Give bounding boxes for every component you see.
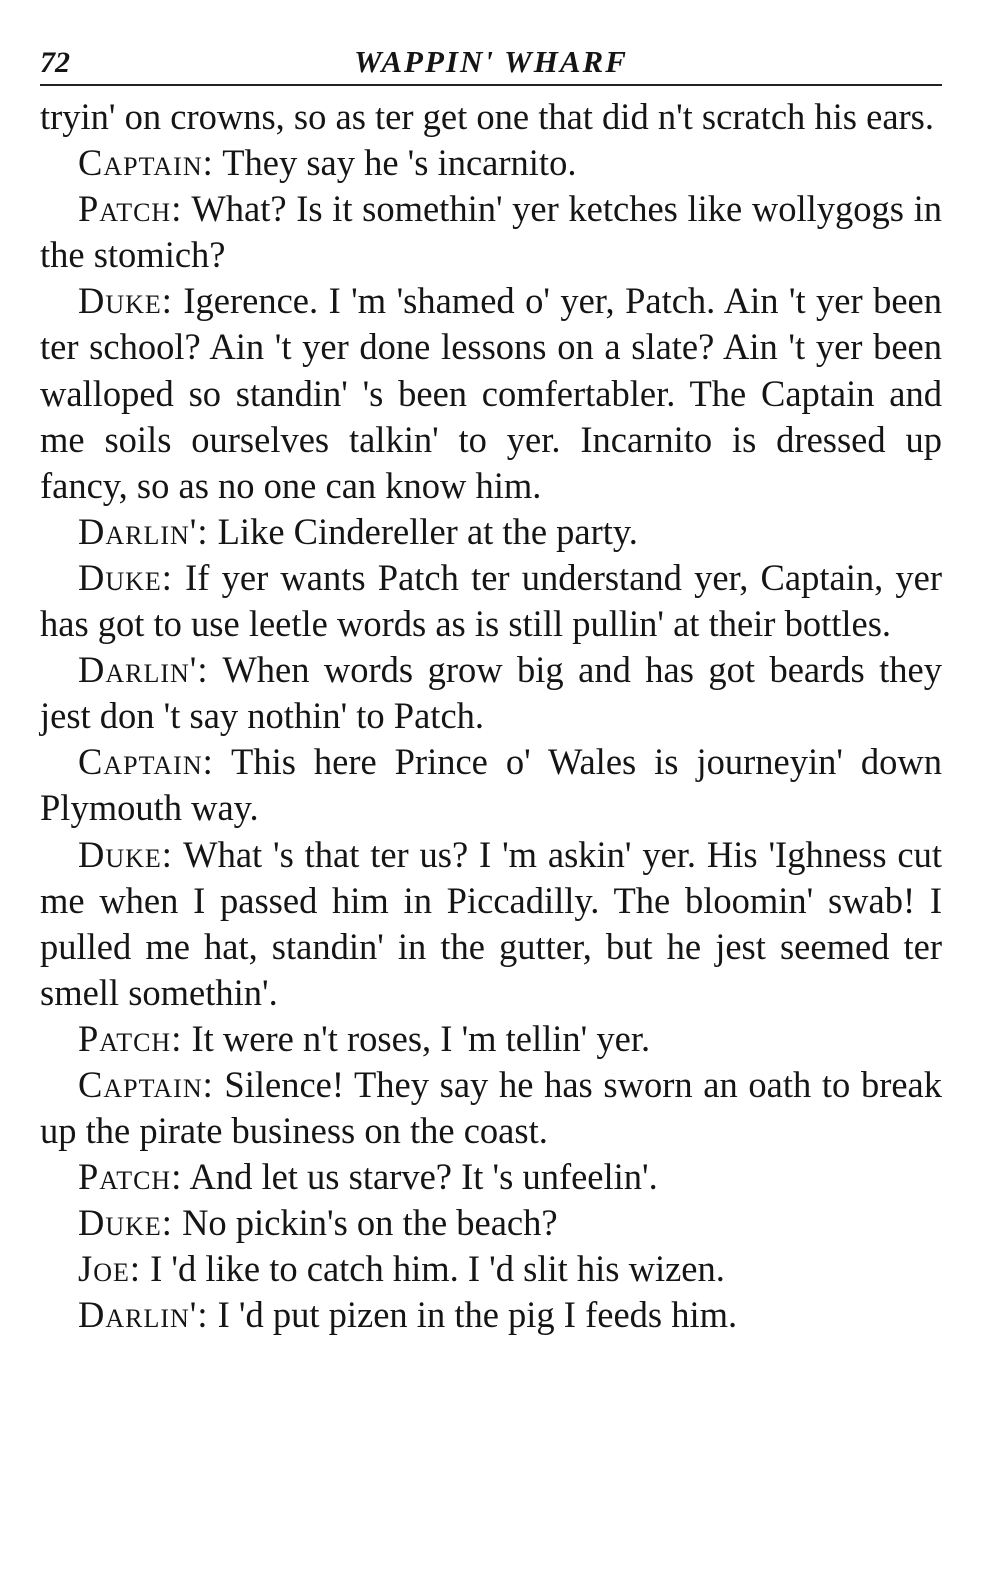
dialogue-line <box>40 186 942 278</box>
speech-text: This here Prince o' Wales is journeyin' down Plymouth way. <box>40 741 942 829</box>
page-number: 72 <box>40 46 70 79</box>
speaker-name: Duke: <box>78 556 173 598</box>
running-header <box>40 40 942 86</box>
speech-text: When words grow big and has got beards they jest don 't say nothin' to Patch. <box>40 649 943 737</box>
dialogue-line <box>40 1154 942 1200</box>
dialogue-line <box>40 278 942 508</box>
speaker-name: Darlin': <box>78 510 209 552</box>
dialogue-line <box>40 739 942 831</box>
speaker-name: Patch: <box>78 1156 183 1198</box>
speech-text: Silence! They say he has sworn an oath to break up the pirate business on the coast. <box>40 1063 943 1152</box>
dialogue-line <box>40 1246 942 1292</box>
speaker-name: Captain: <box>78 142 214 184</box>
speech-text: Like Cindereller at the party. <box>217 510 638 552</box>
speaker-name: Duke: <box>78 1202 173 1244</box>
speaker-name: Captain: <box>78 1063 214 1105</box>
speaker-name: Duke: <box>78 280 173 322</box>
dialogue-line <box>40 1200 942 1246</box>
speech-text: I 'd like to catch him. I 'd slit his wizen. <box>150 1248 725 1290</box>
continued-paragraph <box>40 94 942 140</box>
running-title: WAPPIN' WHARF <box>354 44 628 79</box>
speaker-name: Darlin': <box>78 1294 209 1336</box>
speaker-name: Darlin': <box>78 649 209 691</box>
dialogue-line <box>40 140 942 186</box>
speech-text: Igerence. I 'm 'shamed o' yer, Patch. Ain 't yer been ter school? Ain 't yer done lessons on a slate? Ain 't yer been walloped so standin' 's been comfertabler. The Captain and me soils ourselves talkin' to yer. Incarnito is dressed up fancy, so as no one can know him. <box>40 280 943 506</box>
speech-text: tryin' on crowns, so as ter get one that did n't scratch his ears. <box>40 96 935 137</box>
dialogue-line <box>40 555 942 647</box>
speaker-name: Joe: <box>78 1248 142 1290</box>
speech-text: If yer wants Patch ter understand yer, Captain, yer has got to use leetle words as is still pullin' at their bottles. <box>40 556 943 645</box>
dialogue-line <box>40 1062 942 1154</box>
dialogue-line <box>40 1016 942 1062</box>
speaker-name: Patch: <box>78 188 183 230</box>
speaker-name: Patch: <box>78 1017 183 1059</box>
speech-text: I 'd put pizen in the pig I feeds him. <box>217 1294 738 1336</box>
speech-text: What 's that ter us? I 'm askin' yer. His 'Ighness cut me when I passed him in Piccadilly. The bloomin' swab! I pulled me hat, standin' in the gutter, but he jest seemed ter smell somethin'. <box>40 833 942 1013</box>
dialogue-line <box>40 647 942 739</box>
speaker-name: Captain: <box>78 741 214 783</box>
dialogue-line <box>40 509 942 555</box>
speech-text: It were n't roses, I 'm tellin' yer. <box>191 1017 651 1059</box>
speaker-name: Duke: <box>78 833 173 875</box>
book-page <box>40 40 942 1339</box>
speech-text: And let us starve? It 's unfeelin'. <box>189 1156 658 1198</box>
speech-text: What? Is it somethin' yer ketches like wollygogs in the stomich? <box>40 188 942 276</box>
speech-text: No pickin's on the beach? <box>182 1202 558 1244</box>
dialogue-line <box>40 832 942 1016</box>
dialogue-line <box>40 1292 942 1338</box>
body-text <box>40 94 942 1339</box>
speech-text: They say he 's incarnito. <box>222 142 577 184</box>
